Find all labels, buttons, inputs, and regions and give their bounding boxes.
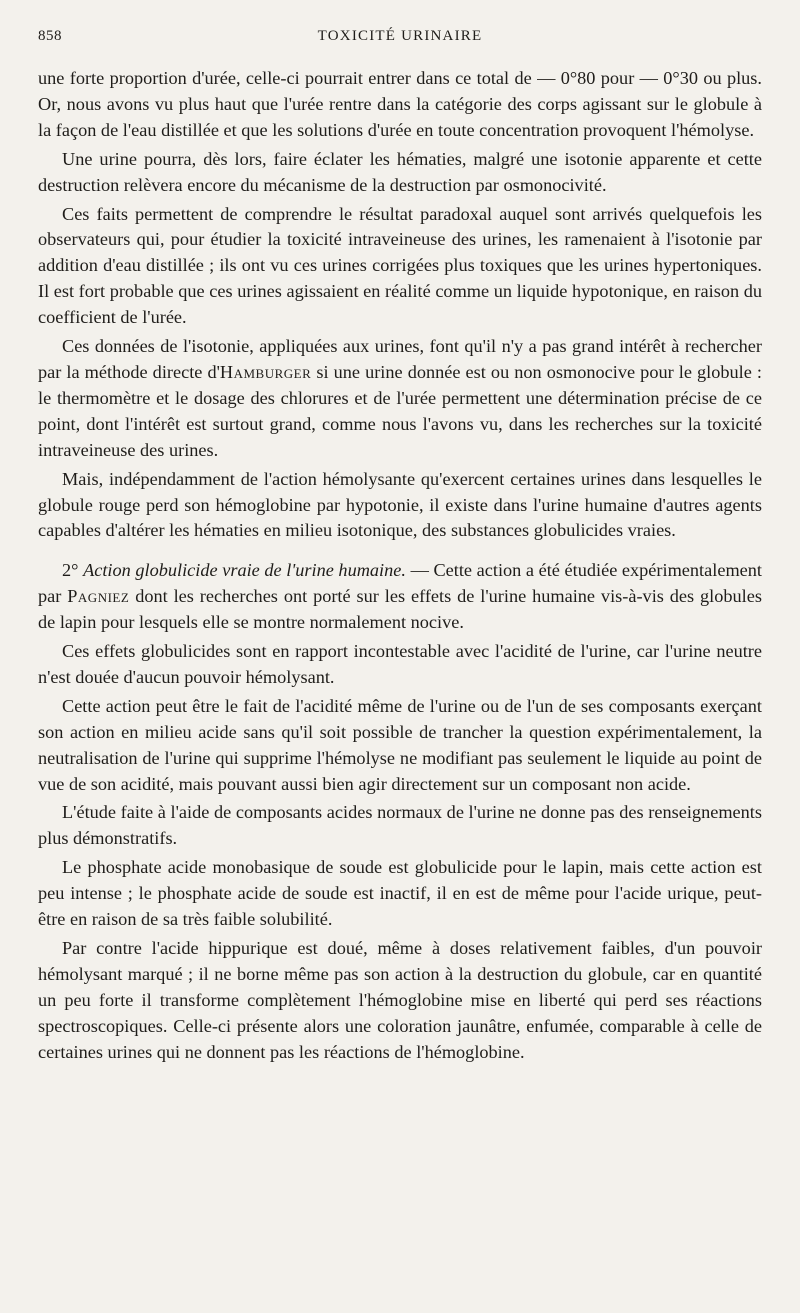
page-header xyxy=(38,24,762,52)
paragraph-text: Le phosphate acide monobasique de soude est globulicide pour le lapin, mais cette action est peu intense ; le phosphate acide de soude est inactif, il en est de même pour l'acide urique, peut-être en raison de sa très faible solubilité. xyxy=(38,857,762,930)
paragraph xyxy=(38,334,762,464)
paragraph xyxy=(38,467,762,545)
paragraph xyxy=(38,202,762,332)
paragraph xyxy=(38,147,762,199)
section-paragraph xyxy=(38,558,762,636)
paragraph-text: Cette action peut être le fait de l'acidité même de l'urine ou de l'un de ses composants exerçant son action en milieu acide sans qu'il soit possible de trancher la question expérimentalement, la neutralisation de l'urine qui supprime l'hémolyse ne modifiant pas seulement le liquide au point de vue de son acidité, mais pouvant aussi bien agir directement sur un composant non acide. xyxy=(38,695,762,794)
paragraph xyxy=(38,694,762,798)
paragraph xyxy=(38,800,762,852)
paragraph-text: Une urine pourra, dès lors, faire éclater les hématies, malgré une isotonie apparente et cette destruction relèvera encore du mécanisme de la destruction par osmonocivité. xyxy=(38,148,762,195)
paragraph-text: Ces effets globulicides sont en rapport incontestable avec l'acidité de l'urine, car l'urine neutre n'est douée d'aucun pouvoir hémolysant. xyxy=(38,641,762,687)
section-number: 2° xyxy=(62,560,79,581)
paragraph-text: Par contre l'acide hippurique est doué, même à doses relativement faibles, d'un pouvoir hémolysant marqué ; il ne borne même pas son action à la destruction du globule, car en quantité un peu forte il transforme complètement l'hémoglobine mise en liberté qui perd ses réactions spectroscopiques. Celle-ci présente alors une coloration jaunâtre, enfumée, comparable à celle de certaines urines qui ne donnent pas les réactions de l'hémoglobine. xyxy=(38,938,762,1062)
paragraph xyxy=(38,639,762,691)
paragraph xyxy=(38,936,762,1066)
paragraph xyxy=(38,855,762,933)
author-name: Hamburger xyxy=(219,361,312,382)
body-text xyxy=(38,66,762,1066)
paragraph-text: L'étude faite à l'aide de composants acides normaux de l'urine ne donne pas des renseignements plus démonstratifs. xyxy=(38,802,762,849)
paragraph-text: — Cette action a été étudiée expérimentalement par xyxy=(38,560,762,607)
paragraph xyxy=(38,66,762,144)
paragraph-text: Mais, indépendamment de l'action hémolysante qu'exercent certaines urines dans lesquelles le globule rouge perd son hémoglobine par hypotonie, il existe dans l'urine humaine d'autres agents capables d'altérer les hématies en milieu isotonique, des substances globulicides vraies. xyxy=(38,468,762,541)
section-heading: Action globulicide vraie de l'urine humaine. xyxy=(83,560,406,581)
paragraph-text: Ces faits permettent de comprendre le résultat paradoxal auquel sont arrivés quelquefois les observateurs qui, pour étudier la toxicité intraveineuse des urines, les ramenaient à l'isotonie par addition d'eau distillée ; ils ont vu ces urines corrigées plus toxiques que les urines hypertoniques. Il est fort probable que ces urines agissaient en réalité comme un liquide hypotonique, en raison du coefficient de l'urée. xyxy=(38,203,762,328)
paragraph-text: Ces données de l'isotonie, appliquées aux urines, font qu'il n'y a pas grand intérêt à rechercher par la méthode directe d' xyxy=(38,336,762,382)
author-name: Pagniez xyxy=(67,586,130,607)
paragraph-text: dont les recherches ont porté sur les effets de l'urine humaine vis-à-vis des globules de lapin pour lesquels elle se montre normalement nocive. xyxy=(38,586,762,633)
running-title: TOXICITÉ URINAIRE xyxy=(317,28,483,44)
page-number: 858 xyxy=(38,28,62,44)
paragraph-text: si une urine donnée est ou non osmonocive pour le globule : le thermomètre et le dosage des chlorures et de l'urée permettent une détermination précise de ce point, dont l'intérêt est surtout grand, comme nous l'avons vu, dans les recherches sur la toxicité intraveineuse des urines. xyxy=(38,361,762,460)
paragraph-text: une forte proportion d'urée, celle-ci pourrait entrer dans ce total de — 0°80 pour — 0°30 ou plus. Or, nous avons vu plus haut que l'urée rentre dans la catégorie des corps agissant sur le globule à la façon de l'eau distillée et que les solutions d'urée en toute concentration provoquent l'hémolyse. xyxy=(38,68,762,140)
